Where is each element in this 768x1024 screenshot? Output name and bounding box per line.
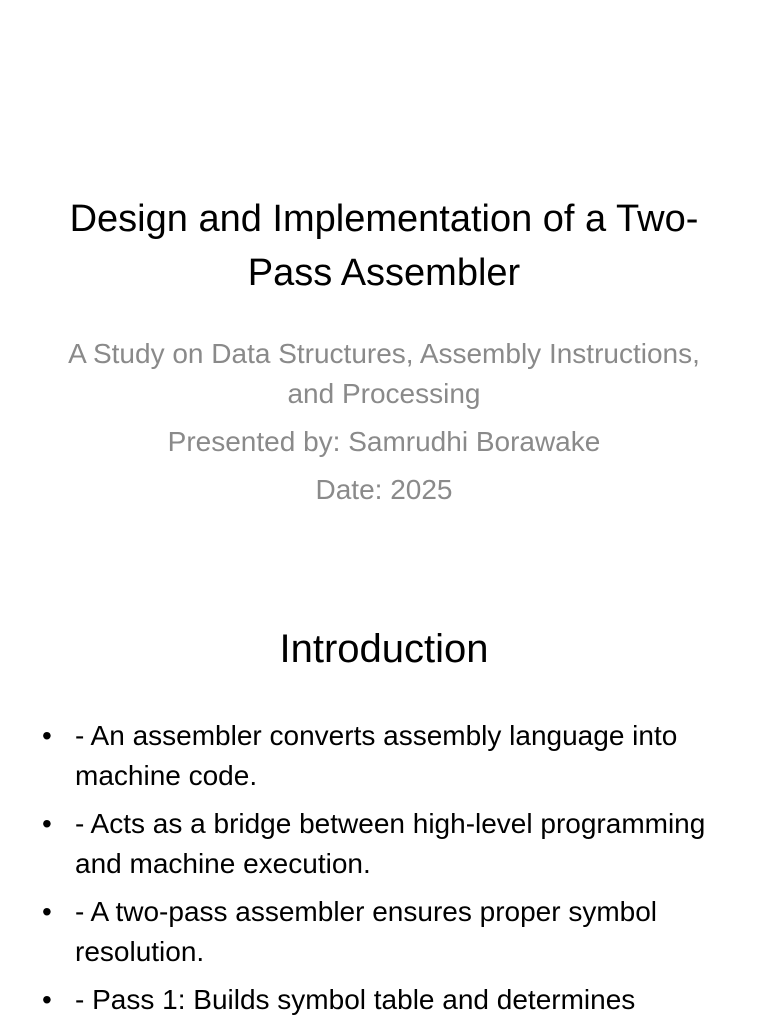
introduction-heading: Introduction xyxy=(279,627,489,671)
presenter-line: Presented by: Samrudhi Borawake xyxy=(167,426,601,457)
bullet-icon: • xyxy=(42,720,52,751)
bullet-item xyxy=(40,980,730,1020)
bullet-icon: • xyxy=(42,984,52,1015)
bullet-icon: • xyxy=(42,896,52,927)
bullet-text: - An assembler converts assembly language into machine code. xyxy=(75,720,678,791)
presentation-title: Design and Implementation of a Two-Pass Assembler xyxy=(69,198,699,294)
bullet-text: - A two-pass assembler ensures proper symbol resolution. xyxy=(75,896,658,967)
presentation-subtitle: A Study on Data Structures, Assembly Instructions, and Processing xyxy=(68,338,700,409)
bullet-item xyxy=(40,892,730,972)
date-line: Date: 2025 xyxy=(315,474,453,505)
subtitle-block xyxy=(60,334,708,518)
bullet-item xyxy=(40,716,730,796)
bullet-item xyxy=(40,804,730,884)
bullet-text: - Pass 1: Builds symbol table and determines xyxy=(75,984,636,1015)
introduction-bullet-list xyxy=(40,716,730,1024)
bullet-icon: • xyxy=(42,808,52,839)
bullet-text: - Acts as a bridge between high-level programming and machine execution. xyxy=(75,808,706,879)
introduction-slide xyxy=(0,576,768,1024)
